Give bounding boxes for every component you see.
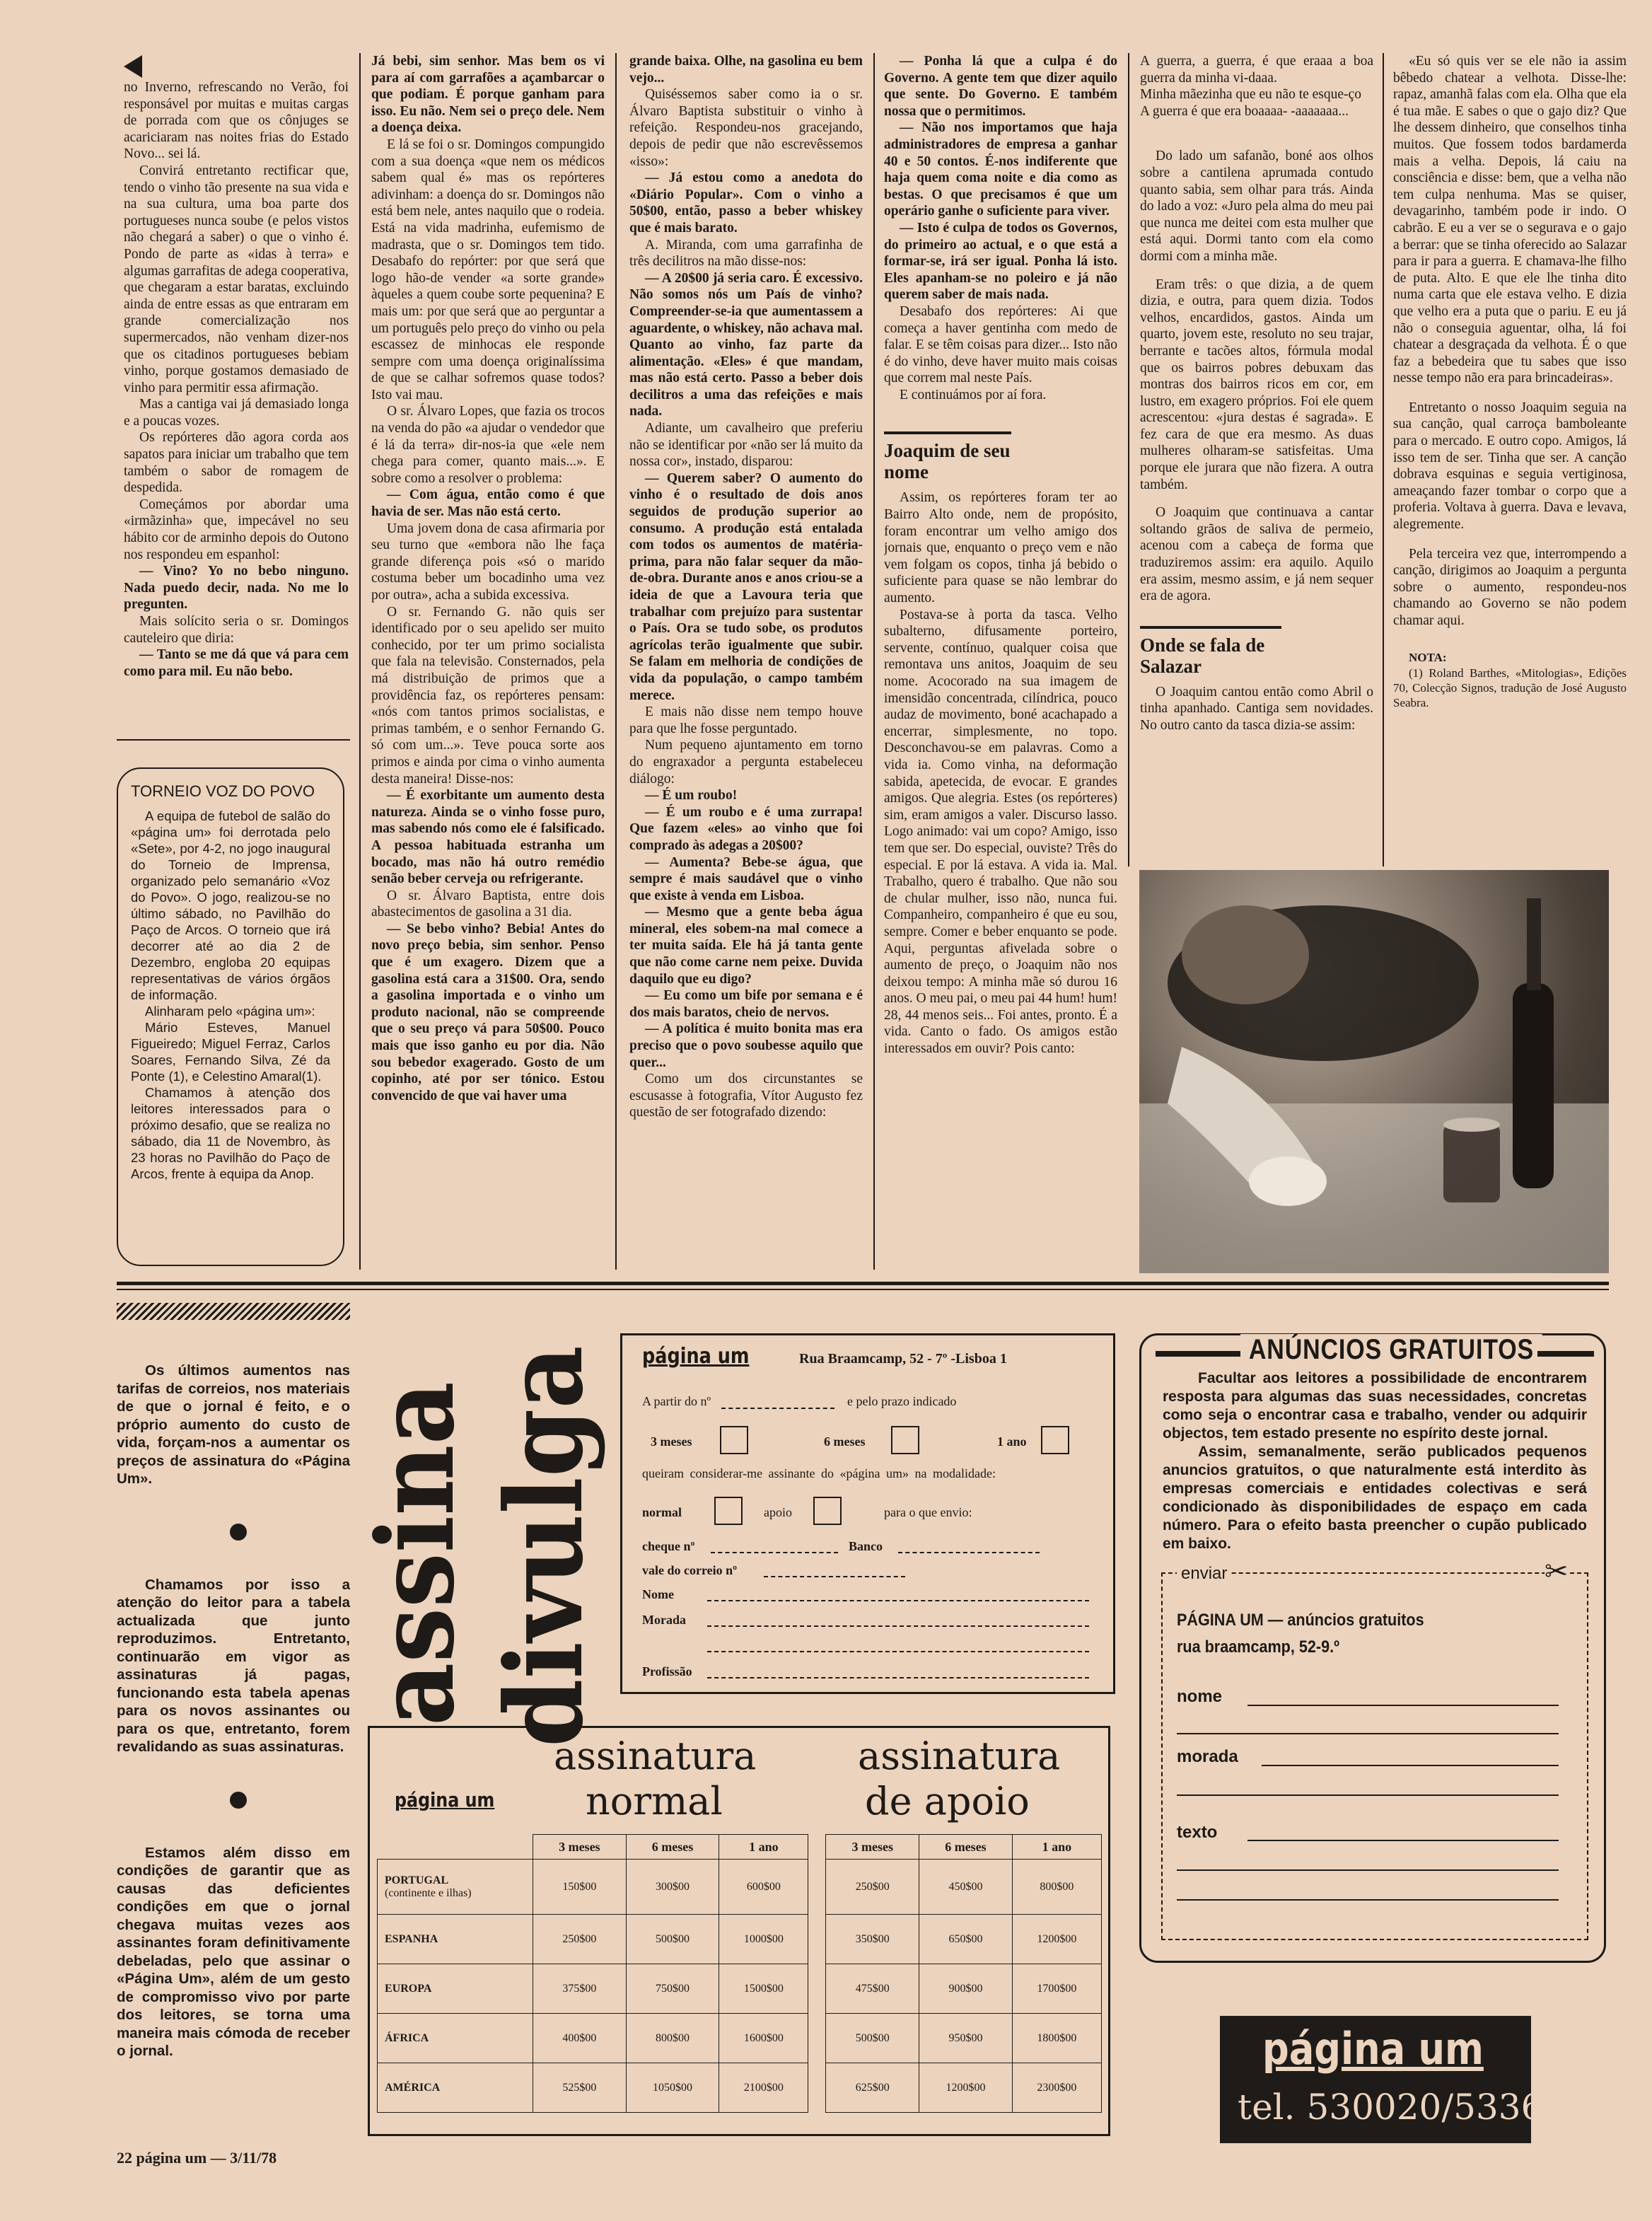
coupon-morada-label: morada — [1177, 1747, 1238, 1766]
c2-p7: O sr. Álvaro Baptista, entre dois abastecimentos de gasolina a 31 dia. — [371, 888, 605, 920]
subs-p2: Estamos além disso em condições de garantir que as causas das deficientes condições em que o jornal chegava muitas vezes aos assinantes foram definitivamente debeladas, pelo que assinar o «Página Um», além de um gesto de compromisso vivo por parte dos leitores, se torna uma maneira mais cómoda de receber o jornal. — [117, 1844, 350, 2059]
c5-p0: Do lado um safanão, boné aos olhos sobre a cantilena aprumada contudo quanto sabia, sem olhar para trás. Ainda do lado a voz: «Juro pela alma do meu pai que nunca me deitei com esta mulher que está aqui. Dormi tanto com ela como dormi com a minha mãe. — [1140, 149, 1373, 264]
apoio-title-2: de apoio — [865, 1779, 1030, 1823]
price-apoio-cell: 475$00 — [826, 1964, 919, 2014]
page-footer: 22 página um — 3/11/78 — [117, 2149, 277, 2167]
c1-p0: no Inverno, refrescando no Verão, foi responsável por muitas e muitas cargas de porrada com que os cônjuges se acariciaram nas noites frias do Estado Novo... sei lá. — [124, 80, 349, 162]
blank-header — [378, 1835, 533, 1860]
cheque-field[interactable] — [711, 1552, 838, 1553]
price-country-name: ÁFRICA — [385, 2031, 429, 2044]
normal-label: normal — [642, 1505, 682, 1519]
price-gap — [808, 1915, 826, 1964]
c3-p5: Adiante, um cavalheiro que preferiu não se identificar por «não ser lá muito da nossa cor», instado, disparou: — [629, 421, 863, 470]
price-table-box — [368, 1726, 1110, 2136]
c3-p11: — Aumenta? Bebe-se água, que sempre é mais saudável que o vinho que existe à venda em Lisboa. — [629, 854, 863, 903]
subs-p1: Chamamos por isso a atenção do leitor para a tabela actualizada que junto reproduzimos. Entretanto, continuarão em vigor as assinaturas já pagas, funcionando esta tabela apenas para os novos assinantes ou para os que, entretanto, forem revalidando as suas assinaturas. — [117, 1576, 350, 1755]
coupon-addr2: rua braamcamp, 52-9.º — [1177, 1637, 1340, 1657]
profissao-label: Profissão — [642, 1664, 692, 1678]
form-brand: página um — [642, 1344, 750, 1369]
price-gap — [808, 2063, 826, 2113]
coupon-texto-line[interactable] — [1247, 1840, 1559, 1841]
price-normal-cell: 2100$00 — [719, 2063, 808, 2113]
price-normal-cell: 750$00 — [626, 1964, 719, 2014]
option-1-ano-label: 1 ano — [997, 1434, 1027, 1449]
hatch-bar-left — [117, 1303, 350, 1320]
normal-checkbox[interactable] — [714, 1497, 743, 1525]
coupon-line-6[interactable] — [1177, 1869, 1559, 1871]
c6-p2: Pela terceira vez que, interrompendo a canção, dirigimos ao Joaquim a pergunta sobre o aumento, respondeu-nos chamando ao Governo se não podem chamar aqui. — [1393, 546, 1627, 628]
subscription-form — [620, 1333, 1115, 1694]
article-column-3 — [629, 53, 863, 1270]
article-column-1 — [124, 79, 349, 730]
price-table-body — [378, 1860, 1102, 2113]
c1-p5: — Vino? Yo no bebo ninguno. Nada puedo decir, nada. No me lo pregunten. — [124, 564, 349, 613]
price-country — [378, 1860, 533, 1915]
apoio-1a-header: 1 ano — [1012, 1835, 1101, 1860]
price-normal-cell: 150$00 — [533, 1860, 627, 1915]
price-apoio-cell: 650$00 — [919, 1915, 1013, 1964]
col-divider-1 — [359, 53, 361, 1270]
torneio-title: TORNEIO VOZ DO POVO — [131, 782, 315, 800]
anuncios-title-bar-left — [1156, 1351, 1240, 1357]
price-apoio-cell: 2300$00 — [1012, 2063, 1101, 2113]
c3-p4: — A 20$00 já seria caro. É excessivo. Não somos nós um País de vinho? Compreender-se-ia que aumentassem a aguardente, o whiskey, não achava mal. Quanto ao vinho, faz parte da alimentação. «Eles» é que mandam, mas não está certo. Passo a beber dois decilitros a uma das refeições e mais nada. — [629, 270, 863, 419]
normal-3m-header: 3 meses — [533, 1835, 627, 1860]
section-separator-top-thin — [117, 1289, 1609, 1290]
subscription-notice — [117, 1362, 350, 2060]
morada-label: Morada — [642, 1613, 686, 1627]
price-gap — [808, 1964, 826, 2014]
price-apoio-cell: 500$00 — [826, 2014, 919, 2063]
c4-p5: Assim, os repórteres foram ter ao Bairro Alto onde, nem de propósito, foram encontrar um velho amigo dos jornais que, enquanto o preço vem e não vem folgam os copos, tinha já bebido o suficiente para quase se não lembrar do aumento. — [884, 490, 1117, 606]
coupon-line-7[interactable] — [1177, 1899, 1559, 1901]
nota-text: (1) Roland Barthes, «Mitologias», Edições 70, Colecção Signos, tradução de José Augusto Seabra. — [1393, 666, 1627, 710]
nome-label: Nome — [642, 1587, 674, 1601]
price-normal-cell: 800$00 — [626, 2014, 719, 2063]
price-apoio-cell: 625$00 — [826, 2063, 919, 2113]
c3-p13: — Eu como um bife por semana e é dos mais baratos, cheio de nervos. — [629, 988, 863, 1020]
form-address: Rua Braamcamp, 52 - 7º -Lisboa 1 — [799, 1351, 1007, 1367]
logo-phone: tel. 530020/533692 — [1238, 2087, 1589, 2128]
c3-p7: E mais não disse nem tempo houve para que lhe fosse perguntado. — [629, 704, 863, 736]
price-normal-cell: 375$00 — [533, 1964, 627, 2014]
coupon-nome-line[interactable] — [1247, 1705, 1559, 1706]
option-1-ano-checkbox[interactable] — [1041, 1426, 1069, 1454]
coupon-line-4[interactable] — [1177, 1794, 1559, 1796]
c5-song3: A guerra é que era boaaaa- -aaaaaaa... — [1140, 103, 1349, 119]
nome-field-2[interactable] — [707, 1625, 1089, 1627]
article-column-6 — [1393, 53, 1627, 866]
apoio-label: apoio — [764, 1505, 792, 1519]
table-brand: página um — [395, 1788, 495, 1811]
torneio-p1: Alinharam pelo «página um»: — [145, 1004, 315, 1019]
price-row — [378, 2014, 1102, 2063]
c1-divider — [117, 739, 350, 741]
price-apoio-cell: 900$00 — [919, 1964, 1013, 2014]
photo-illustration — [1139, 870, 1609, 1273]
c3-p1: Quiséssemos saber como ia o sr. Álvaro Baptista substituir o vinho à refeição. Respondeu-nos gracejando, depois de pedir que não escrevêssemos «isso»: — [629, 87, 863, 169]
anuncios-p2: Assim, semanalmente, serão publicados pequenos anuncios gratuitos, o que naturalmente está interdito às empresas comerciais e entidades colectivas e será condicionado às disponibilidades de espaço em cada número. Para o efeito basta preencher o cupão publicado em baixo. — [1163, 1444, 1587, 1552]
price-normal-cell: 1000$00 — [719, 1915, 808, 1964]
c3-p6: — Querem saber? O aumento do vinho é o resultado de dois anos seguidos de produção superior ao consumo. A produção está entalada com todos os aumentos de matéria-prima, para não falar sequer da mão-de-obra. Durante anos e anos criou-se a ideia de que a Lavoura teria que trabalhar com prejuízo para sustentar o País. Ora se tudo sobe, os produtos agrícolas terão igualmente que subir. Se falam em melhoria de condições de vida da população, o campo também merece. — [629, 470, 863, 703]
torneio-p0: A equipa de futebol de salão do «página um» foi derrotada pelo «Sete», por 4-2, no jogo inaugural do Torneio de Imprensa, organizado pelo semanário «Voz do Povo». O jogo, realizou-se no último sábado, no Pavilhão do Paço de Arcos. O torneio que irá decorrer até ao dia 2 de Dezembro, engloba 20 equipas representativas de vários órgãos de informação. — [131, 808, 330, 1002]
apoio-title-1: assinatura — [858, 1734, 1061, 1778]
price-apoio-cell: 1200$00 — [1012, 1915, 1101, 1964]
price-country-name: ESPANHA — [385, 1932, 438, 1945]
c4-p6: Postava-se à porta da tasca. Velho subalterno, difusamente porteiro, servente, contínuo, qualquer coisa que remontava uns anitos, Joaquim de seu nome. Acocorado na sua imagem de imensidão concentrada, cilíndrica, pouco audaz de movimento, boné acachapado a encerrar, simplesmente, no topo. Desconchavou-se em palavras. Como a vida ia. Como vinha, na deformação sabida, apetecida, de evocar. E grandes amigos. Que alegria. Estes (os repórteres) sim, eram amigos a valer. Discurso lasso. Logo animado: vai um copo? Amigo, isso tem que ser. Do especial, ouviste? Três do especial. E por lá estava. A vida ia. Mal. Trabalho, quero é trabalho. Que não sou de chular mulher, isso não, nunca fui. Companheiro, companheiro é que eu sou, sempre. Comer e beber enquanto se pode. Aqui, perguntas afivelada sobre o aumento de preço, o Joaquim não nos deixou tempo: A minha mãe só durou 16 anos. O meu pai, o meu pai 44 hum! hum! 28, 44 menos seis... Foi antes, pronto. É a vida. Canto o fado. Os amigos estão interessados em ouvir? Pois canto: — [884, 607, 1117, 1057]
c1-p6: Mais solícito seria o sr. Domingos cauteleiro que diria: — [124, 614, 349, 646]
price-normal-cell: 250$00 — [533, 1915, 627, 1964]
c2-p6: — É exorbitante um aumento desta natureza. Ainda se o vinho fosse puro, mas sabendo nós como ele é falsificado. A pessoa habituada estranha um bocado, mas não há outro remédio senão beber cerveja ou refrigerante. — [371, 788, 605, 887]
c1-p1: Convirá entretanto rectificar que, tendo o vinho tão presente na sua vida e na sua cultura, uma boa parte dos portugueses nunca soube (e pelos vistos não chegará a saber) o que o vinho é. Pondo de parte as «idas à terra» e algumas garrafitas de adega cooperativa, que chegaram a estar baratas, excluindo ainda de entre essas as que entraram em grande comercialização nos supermercados, não venham dizer-nos que os citadinos portugueses bebiam vinho, porque gostamos demasiado de vinho para permitir essa afirmação. — [124, 163, 349, 395]
option-3-meses-label: 3 meses — [651, 1434, 692, 1449]
price-table — [377, 1834, 1102, 2113]
coupon-texto-label: texto — [1177, 1823, 1218, 1842]
apoio-checkbox[interactable] — [813, 1497, 842, 1525]
anuncios-p1: Facultar aos leitores a possibilidade de encontrarem resposta para algumas das suas necessidades, concretas como seja o encontrar casa e trabalho, vender ou adquirir objectos, tem estado presente no espírito deste jornal. — [1163, 1370, 1587, 1442]
bullet-dot-icon — [230, 1524, 247, 1541]
subs-p0: Os últimos aumentos nas tarifas de correios, nos materiais de que o jornal é feito, e o próprio aumento do custo de vida, forçam-nos a aumentar os preços de assinatura do «Página Um». — [117, 1362, 350, 1487]
scissors-icon: ✂ — [1545, 1556, 1569, 1587]
c4-p1: — Não nos importamos que haja administradores de empresa a ganhar 40 e 50 contos. É-nos indiferente que haja quem coma noite e dia como as bestas. O que precisamos é que um operário ganhe o suficiente para viver. — [884, 120, 1117, 219]
c3-p9: — É um roubo! — [645, 788, 738, 804]
coupon[interactable] — [1161, 1556, 1588, 1940]
vertical-word-assina: assina — [354, 1381, 478, 1726]
torneio-p3: Chamamos à atenção dos leitores interessados para o próximo desafio, que se realiza no sábado, dia 11 de Novembro, às 23 horas no Pavilhão do Paço de Arcos, frente à equipa da Anop. — [131, 1085, 330, 1181]
price-country — [378, 1915, 533, 1964]
article-column-5 — [1140, 53, 1373, 866]
c3-p3: A. Miranda, com uma garrafinha de três decilitros na mão disse-nos: — [629, 237, 863, 269]
price-normal-cell: 300$00 — [626, 1860, 719, 1915]
coupon-morada-line[interactable] — [1262, 1765, 1559, 1766]
coupon-nome-label: nome — [1177, 1687, 1223, 1706]
cheque-label: cheque nº — [642, 1539, 695, 1553]
price-row — [378, 1860, 1102, 1915]
price-apoio-cell: 450$00 — [919, 1860, 1013, 1915]
continuation-arrow-icon — [124, 55, 142, 78]
c5-p2: O Joaquim que continuava a cantar soltando grãos de saliva de permeio, acenou com a cabeça de forma que traduziremos assim: era aquilo. Aquilo era assim, mesmo assim, e já nem sequer era de agora. — [1140, 505, 1373, 604]
section-separator-top — [117, 1282, 1609, 1285]
c3-p2: — Já estou como a anedota do «Diário Popular». Com o vinho a 50$00, então, passo a beber whiskey que é mais barato. — [629, 170, 863, 236]
option-6-meses-label: 6 meses — [824, 1434, 866, 1449]
c3-p12: — Mesmo que a gente beba água mineral, eles sobem-na mal comece a ter muita saída. Ele há já tanta gente que não come carne nem peixe. Duvida daquilo que eu digo? — [629, 905, 863, 987]
c1-p7: — Tanto se me dá que vá para cem como para mil. Eu não bebo. — [124, 647, 349, 679]
coupon-addr1: PÁGINA UM — anúncios gratuitos — [1177, 1611, 1424, 1630]
banco-label: Banco — [849, 1539, 883, 1553]
anuncios-title: ANÚNCIOS GRATUITOS — [1240, 1334, 1542, 1366]
col-divider-2 — [615, 53, 617, 1270]
torneio-p2: Mário Esteves, Manuel Figueiredo; Miguel Ferraz, Carlos Soares, Fernando Silva, Zé da Ponte (1), e Celestino Amaral(1). — [131, 1020, 330, 1084]
c4-p2: — Isto é culpa de todos os Governos, do primeiro ao actual, e o que está a formar-se, irá ser igual. Ponha lá isto. Eles apanham-se no poleiro e já não querem saber de mais nada. — [884, 220, 1117, 303]
price-country — [378, 2014, 533, 2063]
nome-field[interactable] — [707, 1600, 1089, 1601]
price-country — [378, 2063, 533, 2113]
coupon-line-2[interactable] — [1177, 1733, 1559, 1734]
logo-brand: página um — [1262, 2023, 1484, 2075]
banco-field[interactable] — [898, 1552, 1040, 1553]
anuncios-text — [1163, 1369, 1587, 1553]
price-country-name: AMÉRICA — [385, 2081, 441, 2094]
price-row — [378, 1964, 1102, 2014]
c3-p15: Como um dos circunstantes se escusasse à fotografia, Vítor Augusto fez questão de ser fotografado dizendo: — [629, 1072, 863, 1120]
send-label: para o que envio: — [884, 1505, 972, 1519]
profissao-field[interactable] — [707, 1677, 1089, 1678]
modality-label: queiram considerar-me assinante do «página um» na modalidade: — [642, 1466, 996, 1480]
price-normal-cell: 1500$00 — [719, 1964, 808, 2014]
vale-field[interactable] — [764, 1576, 905, 1577]
c2-p1: E lá se foi o sr. Domingos compungido com a sua doença «que nem os médicos sabem qual é» mas os repórteres adivinham: a doença do sr. Domingos não está bem nele, antes naquilo que o rodeia. Está na vida madrinha, eufemismo de madrasta, que o sr. Domingos tem tido. Desabafo do repórter: por que será que logo hão-de vender «a sorte grande» àqueles a quem coube sorte pequenina? E mais um: por que será que ao perguntar a um português pelo preço do vinho ou pela escassez de minhocas ele responde sempre com uma doença originalíssima de que se calhar sofremos quase todos? Isto vai mau. — [371, 137, 605, 402]
price-country-name: EUROPA — [385, 1982, 432, 1995]
price-country-sub: (continente e ilhas) — [385, 1886, 472, 1899]
article-column-2 — [371, 53, 605, 1270]
price-normal-cell: 525$00 — [533, 2063, 627, 2113]
price-apoio-cell: 800$00 — [1012, 1860, 1101, 1915]
normal-1a-header: 1 ano — [719, 1835, 808, 1860]
torneio-box — [117, 767, 344, 1266]
coupon-enviar: enviar — [1177, 1564, 1231, 1584]
price-apoio-cell: 950$00 — [919, 2014, 1013, 2063]
vale-label: vale do correio nº — [642, 1563, 738, 1577]
photo-drunk-man — [1139, 870, 1609, 1273]
c3-p8: Num pequeno ajuntamento em torno do engraxador a pergunta estabeleceu diálogo: — [629, 738, 863, 787]
from-number-field[interactable] — [721, 1408, 834, 1409]
from-label: A partir do nº — [642, 1394, 711, 1408]
apoio-3m-header: 3 meses — [826, 1835, 919, 1860]
c2-p2: O sr. Álvaro Lopes, que fazia os trocos na venda do pão «a ajudar o vendedor que é lá da terra» dir-nos-ia que «ele nem chega para comer, quanto mais...». E sobre como a resolver o problema: — [371, 404, 605, 486]
anuncios-gratuitos-box — [1139, 1333, 1606, 1963]
c5-song2: Minha mãezinha que eu não te esque-ço — [1140, 87, 1361, 103]
c6-p1: Entretanto o nosso Joaquim seguia na sua canção, qual carroça bamboleante para o mercado. E outro copo. Amigos, lá isso tem de ser. Tinha que ser. A canção dobrava esquinas e seguia vertiginosa, ameaçando fazer tombar o corpo que a proferia. Voltava à guerra. Dava e levava, alegremente. — [1393, 400, 1627, 533]
option-6-meses-checkbox[interactable] — [891, 1426, 919, 1454]
c4-p4: E continuámos por aí fora. — [900, 387, 1047, 402]
c2-p4: Uma jovem dona de casa afirmaria por seu turno que «embora não lhe faça grande diferença pois «só o marido costuma beber um bocadinho uma vez por outra», acha a subida excessiva. — [371, 521, 605, 603]
price-row — [378, 2063, 1102, 2113]
price-apoio-cell: 350$00 — [826, 1915, 919, 1964]
c6-p0: «Eu só quis ver se ele não ia assim bêbedo chatear a velhota. Disse-lhe: rapaz, amanhã falas com ela. Olha que ela é tua mãe. E sabes o que o gajo diz? Que lhe dessem dinheiro, que conselhos tinha muitos. Que fossem todos bardamerda mais a velha. Depois, lá caiu na consciência e disse: bem, que a velha não tem culpa nenhuma. Mas se quiser, devagarinho, também pode ir indo. O cabrão. E eu a ver se o segurava e o gajo a berrar: que se tinha oferecido ao Salazar para ir para a guerra. E chamava-lhe filho de puta. Alto. E que ele lhe tinha dito numa carta que ele estava velho. E dizia que velho era a puta que o pariu. E eu já não o conseguia aguentar, olha, lá foi chatear a desgraçada da velhota. É o que faz a bebedeira que tu sabes que isso nesse tempo não era para brincadeiras». — [1393, 54, 1627, 386]
anuncios-title-bar-right — [1537, 1351, 1594, 1357]
c3-p0: grande baixa. Olhe, na gasolina eu bem vejo... — [629, 54, 863, 86]
bullet-dot-icon — [230, 1792, 247, 1809]
c2-p5: O sr. Fernando G. não quis ser identificado por o seu apelido ser muito conhecido, por ter um primo socialista que fala na televisão. Consternados, pela má distribuição de primos que a providência faz, os repórteres pensam: «nós com tantos primos socialistas, e primas também, e o senhor Fernando G. só com um...». Teve pouca sorte aos primos e ainda por cima o vinho aumenta desta maneira! Disse-nos: — [371, 604, 605, 787]
pagina-um-logo-box — [1220, 2016, 1589, 2143]
gap-header — [808, 1835, 826, 1860]
col-divider-5 — [1383, 53, 1384, 866]
c1-p4: Começámos por abordar uma «irmãzinha» que, impecável no seu hábito cor de arminho depois do Outono nos respondeu em espanhol: — [124, 497, 349, 562]
price-apoio-cell: 1700$00 — [1012, 1964, 1101, 2014]
price-normal-cell: 600$00 — [719, 1860, 808, 1915]
price-apoio-cell: 250$00 — [826, 1860, 919, 1915]
price-country-name: PORTUGAL — [385, 1874, 449, 1886]
c2-p8: — Se bebo vinho? Bebia! Antes do novo preço bebia, sim senhor. Penso que é um exagero. Dizem que a gasolina está cara a 31$00. Ora, sendo a gasolina importada e o vinho um produto nacional, não se compreende que o seu preço vá para 50$00. Pouco mais que isso ganho eu por dia. Não sou bebedor exagerado. Gosto de um copinho, até por ser tónico. Estou convencido de que vai haver uma — [371, 921, 605, 1103]
normal-6m-header: 6 meses — [626, 1835, 719, 1860]
option-3-meses-checkbox[interactable] — [720, 1426, 748, 1454]
nota-title: NOTA: — [1409, 650, 1447, 664]
c5-p1: Eram três: o que dizia, a de quem dizia, e outra, para quem dizia. Todos velhos, encardidos, gastos. Ainda um quarto, jovem este, resoluto no seu trajar, berrante e tacões altos, fórmula modal que os bairros pobres debuxam das montras dos bairros ricos em cor, em lustro, em exagero próprios. Foi ele quem acrescentou: «jura destas é sagrada». E fez cara de que era mesmo. As duas mulheres olharam-se satisfeitas. Uma porque ele jurara que não fizera. A outra também. — [1140, 277, 1373, 492]
apoio-6m-header: 6 meses — [919, 1835, 1013, 1860]
c2-p3: — Com água, então como é que havia de ser. Mas não está certo. — [371, 487, 605, 520]
subhead-salazar: Onde se fala de Salazar — [1140, 626, 1281, 677]
price-country — [378, 1964, 533, 2014]
price-normal-cell: 500$00 — [626, 1915, 719, 1964]
article-column-4 — [884, 53, 1117, 1270]
c4-p0: — Ponha lá que a culpa é do Governo. A gente tem que dizer aquilo que sente. Do Governo. E também nossa que o permitimos. — [884, 54, 1117, 119]
col-divider-4 — [1128, 53, 1129, 866]
col-divider-3 — [873, 53, 875, 1270]
normal-title-2: normal — [586, 1779, 723, 1823]
normal-title-1: assinatura — [554, 1734, 757, 1778]
price-normal-cell: 1600$00 — [719, 2014, 808, 2063]
price-gap — [808, 1860, 826, 1915]
price-apoio-cell: 1200$00 — [919, 2063, 1013, 2113]
vertical-word-divulga: divulga — [482, 1345, 607, 1747]
c5-p3: O Joaquim cantou então como Abril o tinha apanhado. Cantiga sem novidades. No outro canto da tasca dizia-se assim: — [1140, 684, 1373, 733]
price-normal-cell: 400$00 — [533, 2014, 627, 2063]
price-normal-cell: 1050$00 — [626, 2063, 719, 2113]
price-apoio-cell: 1800$00 — [1012, 2014, 1101, 2063]
c2-p0: Já bebi, sim senhor. Mas bem os vi para aí com garrafões a açambarcar o que podiam. É porque ganham para isso. Eu não. Nem sei o preço dele. Nem a doença deixa. — [371, 54, 605, 136]
morada-field[interactable] — [707, 1651, 1089, 1652]
price-gap — [808, 2014, 826, 2063]
c1-p3: Os repórteres dão agora corda aos sapatos para iniciar um trabalho que tem também o sabor de romagem de despedida. — [124, 430, 349, 496]
subhead-joaquim: Joaquim de seu nome — [884, 431, 1011, 482]
c5-song1: A guerra, a guerra, é que eraaa a boa guerra da minha vi-daaa. — [1140, 54, 1373, 86]
c4-p3: Desabafo dos repórteres: Ai que começa a haver gentinha com medo de falar. E se têm coisas para dizer... Isto não é do vinho, deve haver muito mais coisas que correm mal neste País. — [884, 303, 1117, 386]
c1-p2: Mas a cantiga vai já demasiado longa e a poucas vozes. — [124, 397, 349, 429]
c3-p14: — A política é muito bonita mas era preciso que o povo soubesse aquilo que quer... — [629, 1021, 863, 1070]
c3-p10: — É um roubo e é uma zurrapa! Que fazem «eles» ao vinho que foi comprado às adegas a 20$00? — [629, 804, 863, 853]
period-label: e pelo prazo indicado — [847, 1394, 957, 1408]
price-row — [378, 1915, 1102, 1964]
